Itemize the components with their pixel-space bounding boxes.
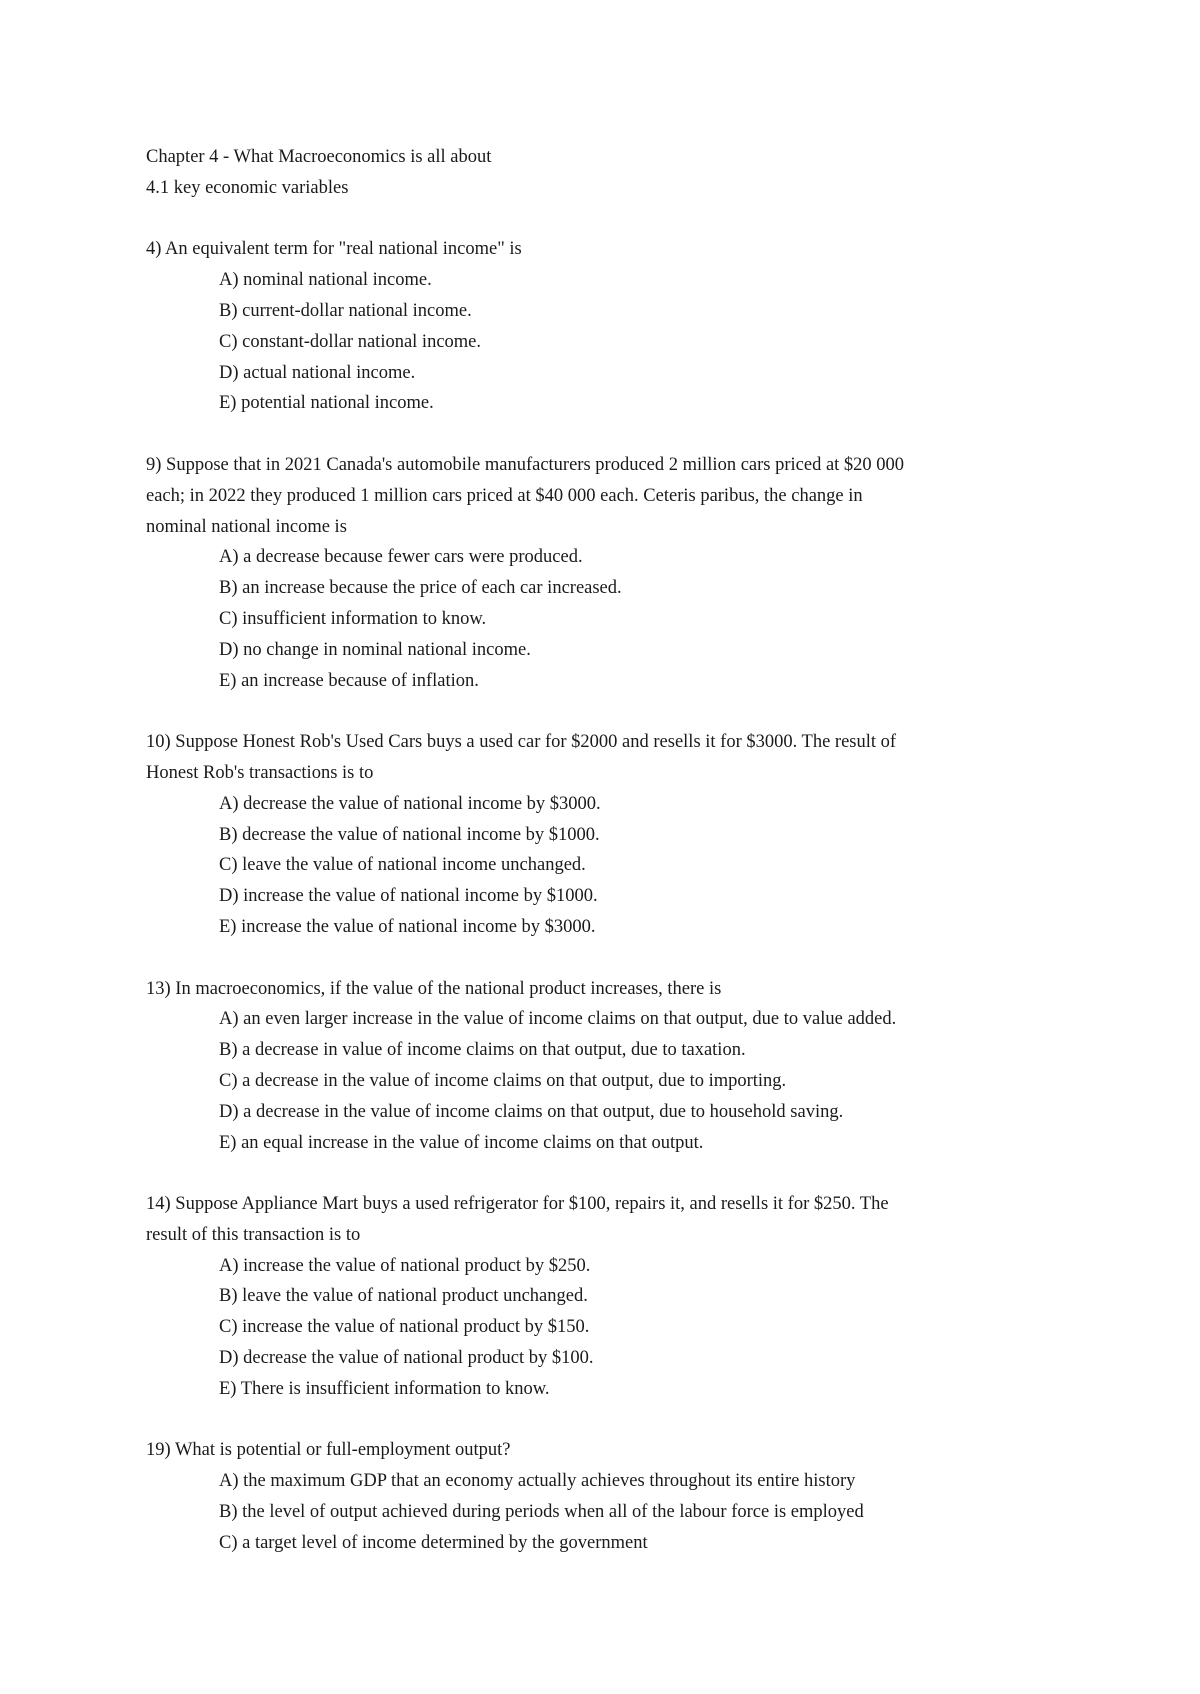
- option-a: A) nominal national income.: [219, 270, 432, 291]
- option-c: C) constant-dollar national income.: [219, 331, 482, 352]
- question-19: [146, 1435, 1076, 1558]
- question-stem-line-1: 10) Suppose Honest Rob's Used Cars buys a used car for $2000 and resells it for $3000. The result of: [146, 732, 897, 753]
- option-c: C) leave the value of national income unchanged.: [219, 855, 586, 876]
- question-stem-line-2: result of this transaction is to: [146, 1224, 361, 1245]
- question-stem-line-2: each; in 2022 they produced 1 million cars priced at $40 000 each. Ceteris paribus, the change in: [146, 485, 863, 506]
- option-a: A) a decrease because fewer cars were produced.: [219, 547, 583, 568]
- question-stem-line-3: nominal national income is: [146, 516, 347, 537]
- option-a: A) the maximum GDP that an economy actually achieves throughout its entire history: [219, 1471, 856, 1492]
- option-d: D) no change in nominal national income.: [219, 639, 531, 660]
- option-b: B) decrease the value of national income by $1000.: [219, 824, 600, 845]
- option-a: A) an even larger increase in the value of income claims on that output, due to value added.: [219, 1009, 897, 1030]
- option-e: E) an increase because of inflation.: [219, 670, 479, 691]
- question-13: [146, 974, 1076, 1159]
- section-title: 4.1 key economic variables: [146, 177, 349, 198]
- question-10: [146, 727, 1076, 943]
- document-body: [146, 142, 1076, 1559]
- question-stem-line-1: 14) Suppose Appliance Mart buys a used refrigerator for $100, repairs it, and resells it for $250. The: [146, 1194, 889, 1215]
- chapter-title: Chapter 4 - What Macroeconomics is all about: [146, 147, 492, 167]
- option-e: E) increase the value of national income by $3000.: [219, 916, 596, 937]
- option-b: B) the level of output achieved during periods when all of the labour force is employed: [219, 1502, 864, 1523]
- question-14: [146, 1189, 1076, 1405]
- question-4: [146, 234, 1076, 419]
- option-b: B) current-dollar national income.: [219, 300, 472, 321]
- question-9: [146, 450, 1076, 696]
- option-c: C) a decrease in the value of income claims on that output, due to importing.: [219, 1070, 787, 1091]
- option-c: C) a target level of income determined by the government: [219, 1532, 648, 1553]
- option-a: A) decrease the value of national income by $3000.: [219, 793, 601, 814]
- option-b: B) an increase because the price of each car increased.: [219, 578, 622, 599]
- question-stem: 19) What is potential or full-employment output?: [146, 1440, 511, 1461]
- option-c: C) insufficient information to know.: [219, 608, 487, 629]
- option-d: D) actual national income.: [219, 362, 416, 383]
- document-header: [146, 142, 1076, 204]
- option-d: D) a decrease in the value of income claims on that output, due to household saving.: [219, 1101, 844, 1122]
- question-stem-line-2: Honest Rob's transactions is to: [146, 762, 374, 783]
- option-e: E) an equal increase in the value of income claims on that output.: [219, 1132, 704, 1153]
- question-stem: 4) An equivalent term for "real national income" is: [146, 239, 522, 260]
- option-b: B) leave the value of national product unchanged.: [219, 1286, 588, 1307]
- question-stem-line-1: 9) Suppose that in 2021 Canada's automobile manufacturers produced 2 million cars priced at $20 000: [146, 454, 905, 475]
- option-a: A) increase the value of national product by $250.: [219, 1255, 591, 1276]
- option-d: D) increase the value of national income by $1000.: [219, 886, 598, 907]
- option-b: B) a decrease in value of income claims on that output, due to taxation.: [219, 1040, 746, 1061]
- option-c: C) increase the value of national product by $150.: [219, 1317, 590, 1338]
- option-e: E) potential national income.: [219, 393, 434, 414]
- question-stem: 13) In macroeconomics, if the value of the national product increases, there is: [146, 978, 722, 999]
- option-e: E) There is insufficient information to know.: [219, 1378, 550, 1399]
- option-d: D) decrease the value of national product by $100.: [219, 1348, 594, 1369]
